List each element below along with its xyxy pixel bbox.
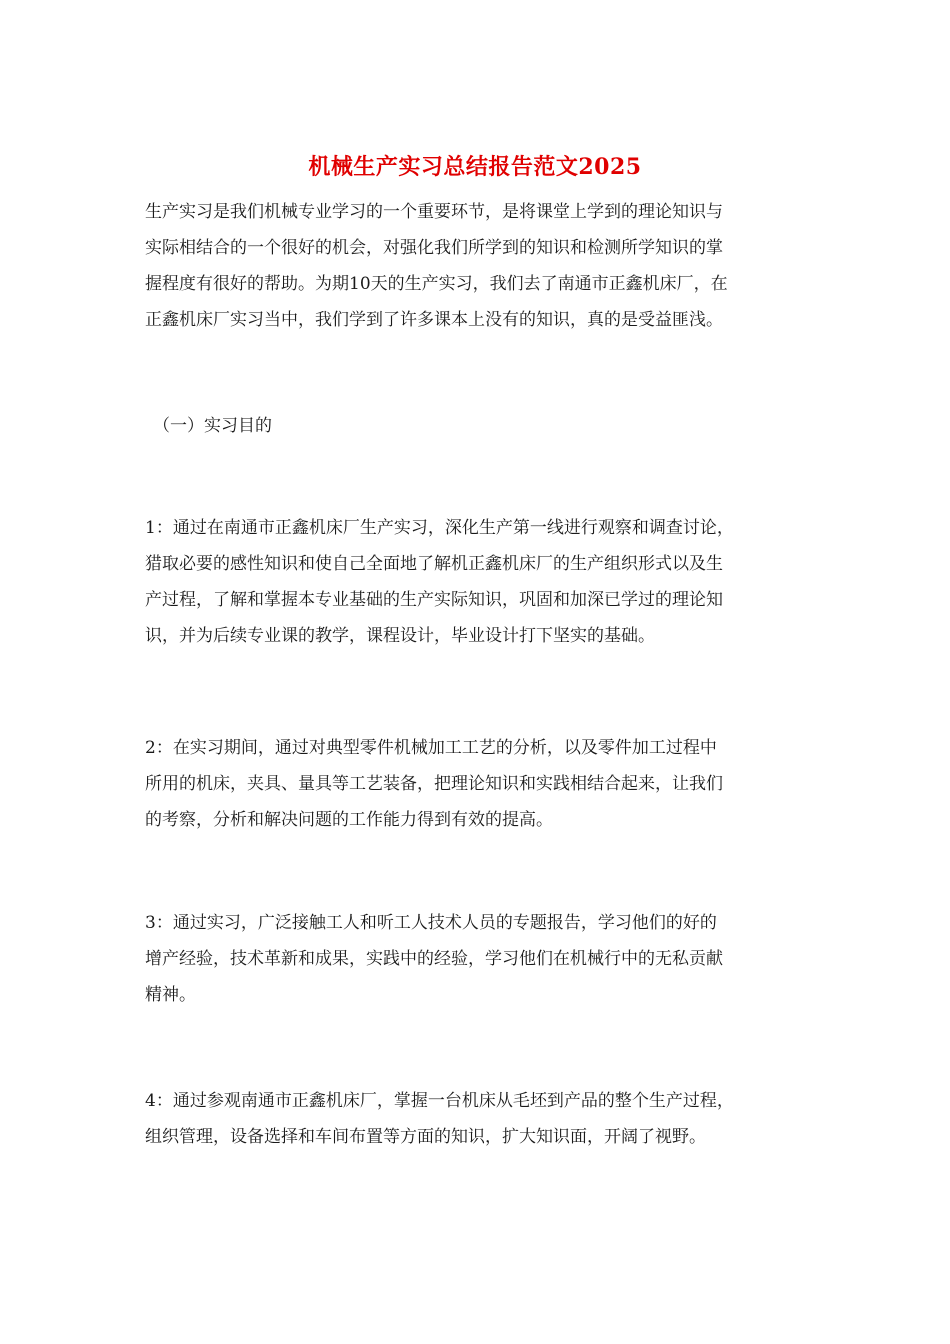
goal-item-line: 的考察，分析和解决问题的工作能力得到有效的提高。 — [145, 810, 553, 830]
goal-item-line: 所用的机床，夹具、量具等工艺装备，把理论知识和实践相结合起来，让我们 — [145, 774, 723, 794]
intro-paragraph — [145, 194, 810, 338]
intro-line: 握程度有很好的帮助。为期10天的生产实习，我们去了南通市正鑫机床厂，在 — [145, 274, 728, 294]
goal-item-4 — [145, 1083, 810, 1155]
goal-item-line: 识，并为后续专业课的教学，课程设计，毕业设计打下坚实的基础。 — [145, 626, 655, 646]
goal-item-line: 组织管理，设备选择和车间布置等方面的知识，扩大知识面，开阔了视野。 — [145, 1127, 706, 1147]
intro-line: 生产实习是我们机械专业学习的一个重要环节，是将课堂上学到的理论知识与 — [145, 202, 723, 222]
goal-item-2 — [145, 730, 810, 838]
goal-item-line: 精神。 — [145, 985, 196, 1005]
intro-line: 正鑫机床厂实习当中，我们学到了许多课本上没有的知识，真的是受益匪浅。 — [145, 310, 723, 330]
intro-line: 实际相结合的一个很好的机会，对强化我们所学到的知识和检测所学知识的掌 — [145, 238, 723, 258]
goal-item-line: 1：通过在南通市正鑫机床厂生产实习，深化生产第一线进行观察和调查讨论， — [145, 518, 734, 538]
goal-item-line: 4：通过参观南通市正鑫机床厂，掌握一台机床从毛坯到产品的整个生产过程， — [145, 1091, 734, 1111]
goal-item-1 — [145, 510, 810, 654]
goal-item-line: 2：在实习期间，通过对典型零件机械加工工艺的分析，以及零件加工过程中 — [145, 738, 717, 758]
goal-item-3 — [145, 905, 810, 1013]
section-heading — [153, 408, 753, 444]
goal-item-line: 增产经验，技术革新和成果，实践中的经验，学习他们在机械行中的无私贡献 — [145, 949, 723, 969]
document-title: 机械生产实习总结报告范文2025 — [308, 154, 642, 180]
goal-item-line: 3：通过实习，广泛接触工人和听工人技术人员的专题报告，学习他们的好的 — [145, 913, 717, 933]
section-heading-text: （一）实习目的 — [153, 416, 272, 436]
goal-item-line: 产过程，了解和掌握本专业基础的生产实际知识，巩固和加深已学过的理论知 — [145, 590, 723, 610]
goal-item-line: 猎取必要的感性知识和使自己全面地了解机正鑫机床厂的生产组织形式以及生 — [145, 554, 723, 574]
